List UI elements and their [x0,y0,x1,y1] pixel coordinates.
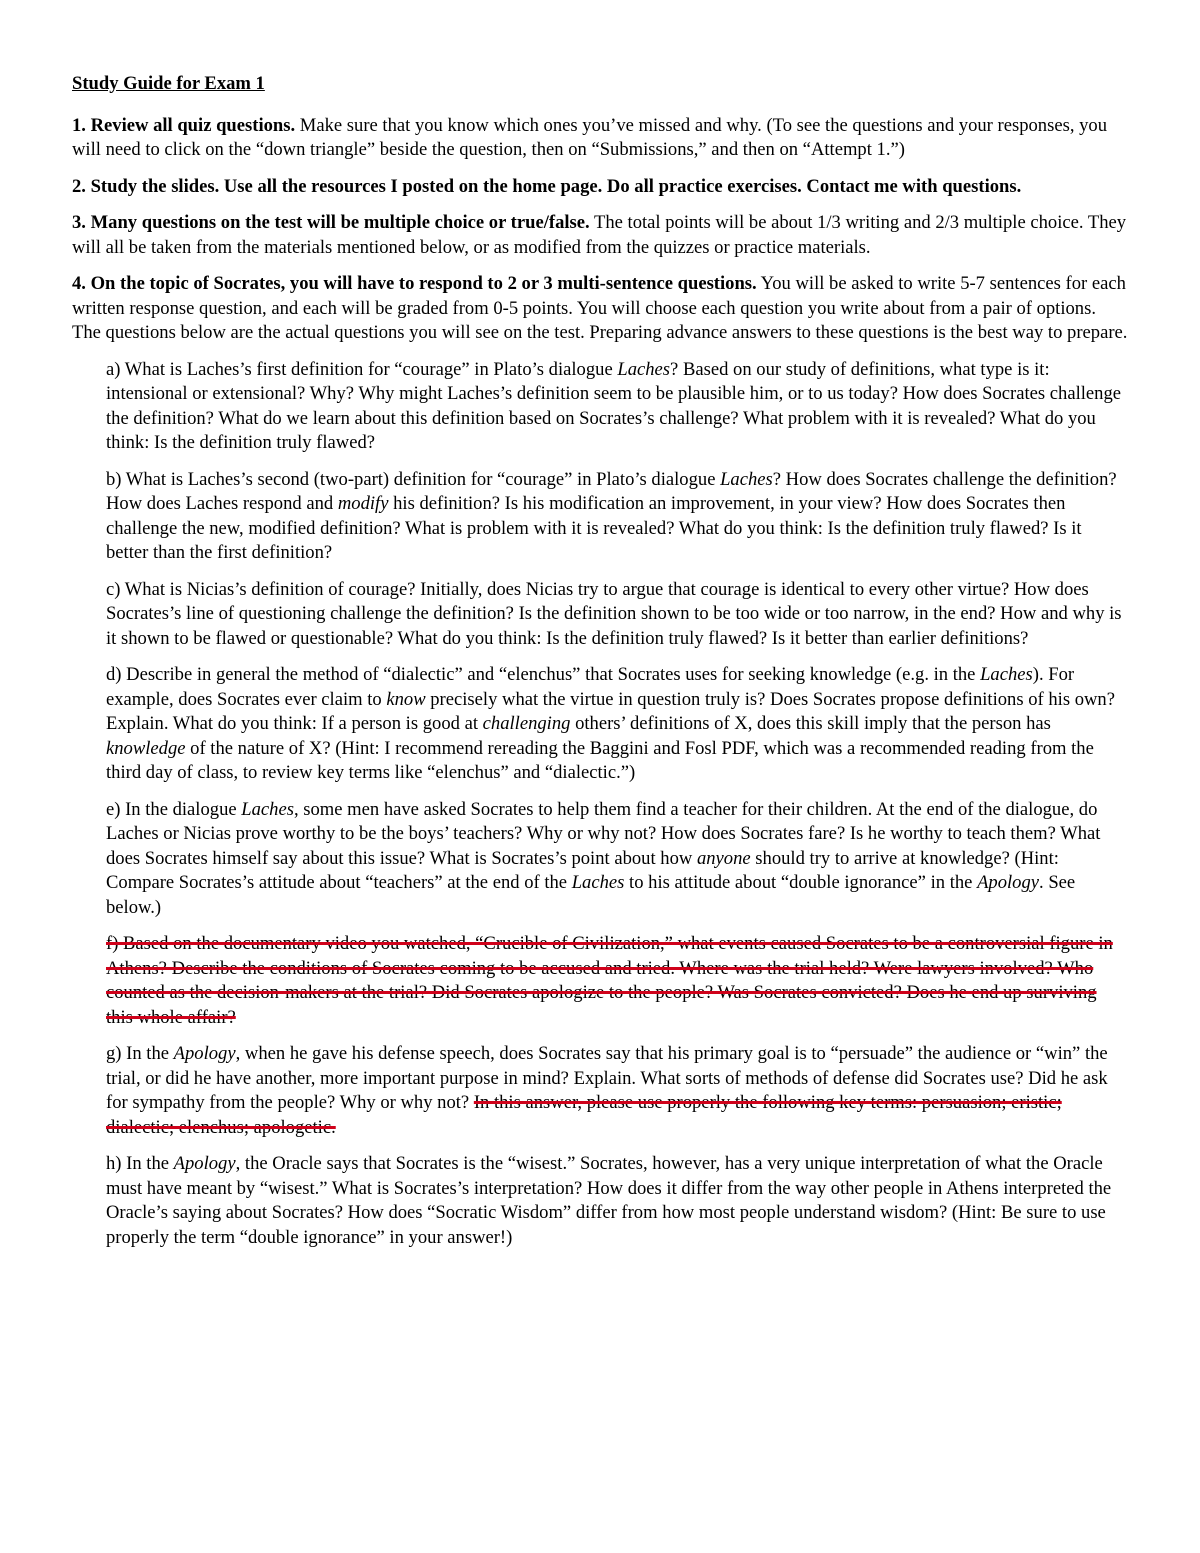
question-g-text-1: g) In the [106,1043,174,1064]
item-2 [72,175,1128,200]
question-b-emphasis-1: Laches [720,468,773,490]
item-3 [72,211,1128,260]
item-4 [72,272,1128,346]
question-g-text-2: , when he gave his defense speech, does Socrates say that his primary goal is to “persuade” the audience or “win” the trial, or did he have another, more important purpose in mind? Explain. What sorts of methods of defense did Socrates use? Did he ask for sympathy from the people? Why or why not? [106,1043,1108,1113]
question-g [106,1042,1128,1140]
question-g-struck-text: In this answer, please use properly the following key terms: persuasion; eristic; dialectic; elenchus; apologetic. [106,1092,1062,1138]
question-h [106,1152,1128,1250]
question-h-text-1: h) In the [106,1153,174,1174]
question-f [106,932,1128,1030]
question-a-text-2: ? Based on our study of definitions, what type is it: intensional or extensional? Why? Why might Laches’s definition seem to be plausible him, or to us today? How does Socrates challenge the definition? What do we learn about this definition based on Socrates’s challenge? What problem with it is revealed? What do you think: Is the definition truly flawed? [106,358,1122,453]
question-b [106,468,1128,566]
question-b-text-3: his definition? Is his modification an improvement, in your view? How does Socrates then challenge the new, modified definition? What is problem with it is revealed? What do you think: Is the definition truly flawed? Is it better than the first definition? [106,493,1082,563]
question-e-emphasis-4: Apology [977,872,1040,893]
question-b-text-1: b) What is Laches’s second (two-part) definition for “courage” in Plato’s dialogue [106,468,721,490]
question-d-text-2: ). For example, does Socrates ever claim to [106,664,1075,710]
question-a-emphasis-1: Laches [617,358,671,380]
question-b-emphasis-2: modify [337,493,389,514]
question-d [106,663,1128,786]
question-e-emphasis-2: anyone [696,847,751,869]
page-title: Study Guide for Exam 1 [72,73,265,94]
question-d-text-4: others’ definitions of X, does this skill imply that the person has [570,713,1051,734]
item-2-lead: 2. Study the slides. Use all the resources I posted on the home page. Do all practice exercises. Contact me with questions. [72,175,1022,197]
item-3-text: The total points will be about 1/3 writing and 2/3 multiple choice. They will all be taken from the materials mentioned below, or as modified from the quizzes or practice materials. [72,212,1127,258]
item-1 [72,114,1128,163]
question-d-emphasis-2: know [386,688,426,710]
question-e-text-2: , some men have asked Socrates to help them find a teacher for their children. At the end of the dialogue, do Laches or Nicias prove worthy to be the boys’ teachers? Why or why not? How does Socrates fare? Is he worthy to teach them? What does Socrates himself say about this issue? What is Socrates’s point about how [106,798,1101,869]
question-e-text-4: to his attitude about “double ignorance” in the [624,872,978,893]
question-a-text-1: a) What is Laches’s first definition for “courage” in Plato’s dialogue [106,358,618,380]
question-g-emphasis-1: Apology [173,1043,236,1064]
question-d-emphasis-3: challenging [482,713,571,734]
question-d-text-1: d) Describe in general the method of “dialectic” and “elenchus” that Socrates uses for seeking knowledge (e.g. in the [106,664,981,685]
question-e-text-5: . See below.) [106,872,1076,918]
question-h-text-2: , the Oracle says that Socrates is the “wisest.” Socrates, however, has a very unique interpretation of what the Oracle must have meant by “wisest.” What is Socrates’s interpretation? How does it differ from the way other people in Athens interpreted the Oracle’s saying about Socrates? How does “Socratic Wisdom” differ from how most people understand wisdom? (Hint: Be sure to use properly the term “double ignorance” in your answer!) [106,1153,1112,1248]
question-d-emphasis-1: Laches [980,664,1033,685]
question-c-text-1: c) What is Nicias’s definition of courage? Initially, does Nicias try to argue that courage is identical to every other virtue? How does Socrates’s line of questioning challenge the definition? Is the definition shown to be too wide or too narrow, in the end? How and why is it shown to be flawed or questionable? What do you think: Is the definition truly flawed? Is it better than earlier definitions? [106,578,1122,649]
question-e-text-1: e) In the dialogue [106,798,242,820]
item-1-text: Make sure that you know which ones you’ve missed and why. (To see the questions and your responses, you will need to click on the “down triangle” beside the question, then on “Submissions,” and then on “Attempt 1.”) [72,114,1108,160]
item-1-lead: 1. Review all quiz questions. [72,114,296,136]
question-f-struck-text: f) Based on the documentary video you watched, “Crucible of Civilization,” what events caused Socrates to be a controversial figure in Athens? Describe the conditions of Socrates coming to be accused and tried. Where was the trial held? Were lawyers involved? Who counted as the decision-makers at the trial? Did Socrates apologize to the people? Was Socrates convicted? Does he end up surviving this whole affair? [106,933,1113,1028]
item-3-lead: 3. Many questions on the test will be multiple choice or true/false. [72,212,590,233]
question-e-emphasis-3: Laches [571,872,625,893]
question-d-text-3: precisely what the virtue in question truly is? Does Socrates propose definitions of his own? Explain. What do you think: If a person is good at [106,688,1115,734]
question-e-emphasis-1: Laches [241,798,294,820]
question-d-text-5: of the nature of X? (Hint: I recommend rereading the Baggini and Fosl PDF, which was a recommended reading from the third day of class, to review key terms like “elenchus” and “dialectic.”) [106,737,1094,783]
question-d-emphasis-4: knowledge [106,737,186,759]
question-a [106,358,1128,456]
item-4-lead: 4. On the topic of Socrates, you will have to respond to 2 or 3 multi-sentence questions. [72,273,757,294]
question-h-emphasis-1: Apology [173,1153,236,1174]
question-e [106,798,1128,921]
question-c [106,578,1128,652]
item-4-text: You will be asked to write 5-7 sentences for each written response question, and each will be graded from 0-5 points. You will choose each question you write about from a pair of options. The questions below are the actual questions you will see on the test. Preparing advance answers to these questions is the best way to prepare. [72,273,1128,343]
question-e-text-3: should try to arrive at knowledge? (Hint: Compare Socrates’s attitude about “teachers” at the end of the [106,847,1059,893]
question-b-text-2: ? How does Socrates challenge the definition? How does Laches respond and [106,468,1117,514]
